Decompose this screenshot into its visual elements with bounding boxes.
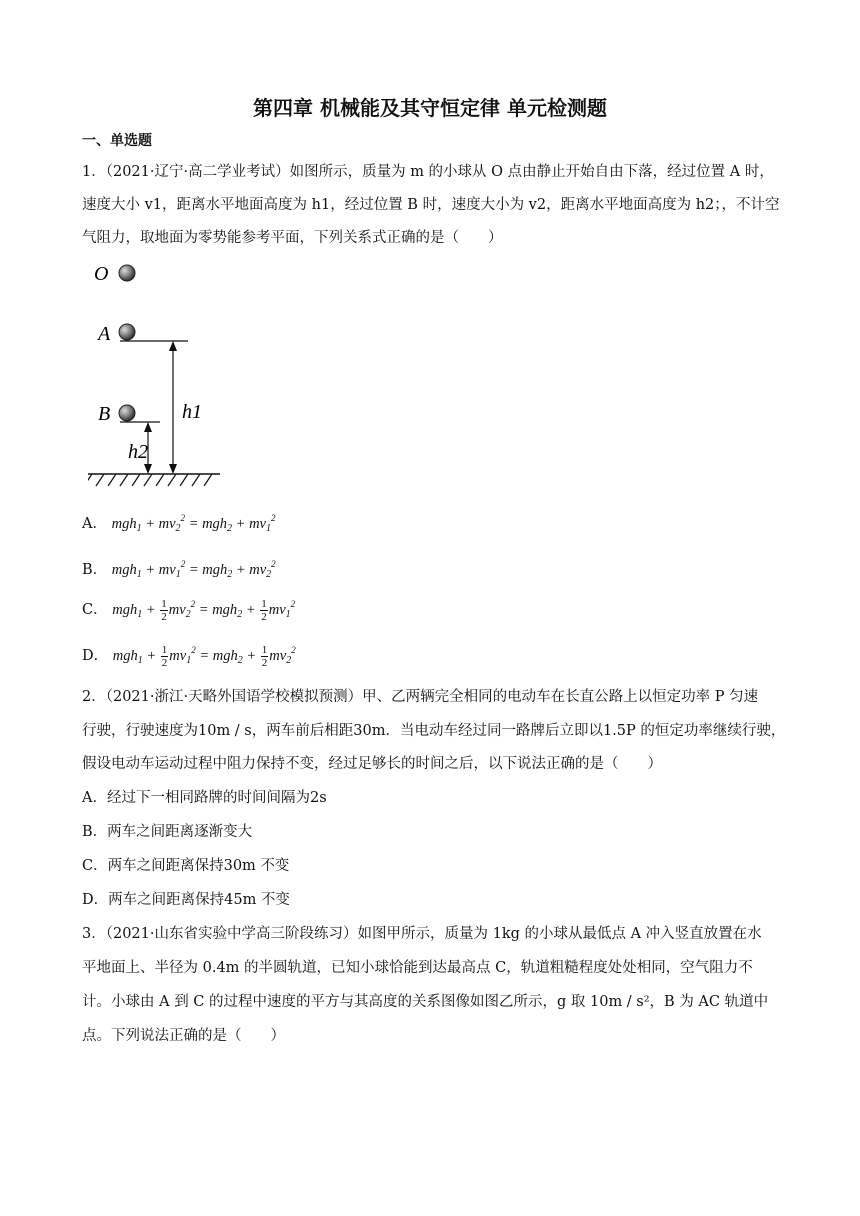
- q1-text-line-1: 1．（2021·辽宁·高二学业考试）如图所示，质量为 m 的小球从 O 点由静止开始自由下落，经过位置 A 时，: [82, 164, 774, 180]
- q1-option-d: D． mgh$_1$ + $\frac{1}{2}$ $mv_1^2 = mgh_2$ + $\frac{1}{2}$ $mv_2^2$: [82, 644, 296, 670]
- section-heading: 一、单选题: [82, 133, 152, 149]
- q3-text-line-1: 3．（2021·山东省实验中学高三阶段练习）如图甲所示，质量为 1kg 的小球从最低点 A 冲入竖直放置在水: [82, 926, 762, 942]
- q3-text-line-2: 平地面上、半径为 0.4m 的半圆轨道，已知小球恰能到达最高点 C，轨道粗糙程度处处相同，空气阻力不: [82, 960, 753, 976]
- label-b: B: [98, 403, 111, 425]
- ball-o: [119, 265, 135, 281]
- q1-option-a: A． $mgh_1 + mv_2^2 = mgh_2 + mv_1^2$: [82, 513, 276, 534]
- ground-hatch: [88, 474, 212, 486]
- q2-option-b: B．两车之间距离逐渐变大: [82, 824, 253, 840]
- label-h1: h1: [182, 401, 202, 423]
- label-o: O: [94, 263, 109, 285]
- q2-option-c: C．两车之间距离保持30m 不变: [82, 858, 290, 874]
- q2-option-a: A．经过下一相同路牌的时间间隔为2s: [82, 790, 327, 806]
- q1-option-b: B． $mgh_1 + mv_1^2 = mgh_2 + mv_2^2$: [82, 559, 276, 580]
- q3-text-line-3: 计。小球由 A 到 C 的过程中速度的平方与其高度的关系图像如图乙所示，g 取 10m / s²，B 为 AC 轨道中: [82, 994, 769, 1010]
- ball-a: [119, 324, 135, 340]
- q1-option-c: C． mgh$_1$ + $\frac{1}{2}$ $mv_2^2 = mgh_2$ + $\frac{1}{2}$ $mv_1^2$: [82, 598, 296, 624]
- ball-b: [119, 405, 135, 421]
- q2-text-line-3: 假设电动车运动过程中阻力保持不变，经过足够长的时间之后，以下说法正确的是（ ）: [82, 756, 662, 772]
- label-a: A: [98, 323, 111, 345]
- q2-option-d: D．两车之间距离保持45m 不变: [82, 892, 290, 908]
- q1-text-line-2: 速度大小 v1，距离水平地面高度为 h1，经过位置 B 时，速度大小为 v2，距离水平地面高度为 h2；，不计空: [82, 197, 780, 213]
- q1-text-line-3: 气阻力，取地面为零势能参考平面，下列关系式正确的是（ ）: [82, 230, 503, 246]
- q3-text-line-4: 点。下列说法正确的是（ ）: [82, 1028, 285, 1044]
- page-title: 第四章 机械能及其守恒定律 单元检测题: [253, 96, 607, 120]
- q2-text-line-1: 2．（2021·浙江·天略外国语学校模拟预测）甲、乙两辆完全相同的电动车在长直公路上以恒定功率 P 匀速: [82, 689, 759, 705]
- label-h2: h2: [128, 441, 148, 463]
- q2-text-line-2: 行驶，行驶速度为10m / s，两车前后相距30m．当电动车经过同一路牌后立即以1.5P 的恒定功率继续行驶，: [82, 723, 786, 739]
- q1-figure: [88, 258, 238, 498]
